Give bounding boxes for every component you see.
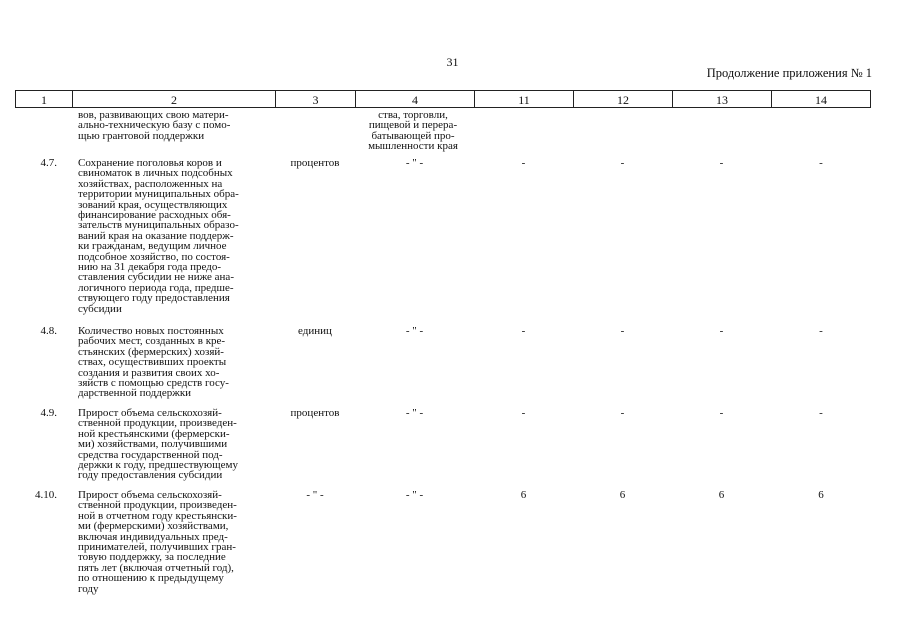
row-value-13: - bbox=[719, 407, 724, 419]
row-value-13: - bbox=[719, 157, 724, 169]
row-description: Сохранение поголовья коров и свиноматок в личных подсобных хозяйствах, расположенных на территории муниципальных обра- зований края, осуществляющих финансирование расходных обя- зательств муниципальных образо- ваний края на оказание поддерж- ки гражданам, ведущим личное подсобное хозяйство, по состоя- нию на 31 декабря года предо- ставления субсидии не ниже ана- логичного периода года, предше- ствующего году предоставления субсидии bbox=[78, 157, 239, 315]
row-number: 4.9. bbox=[40, 407, 57, 419]
row-value-11: - bbox=[521, 325, 526, 337]
row-number: 4.7. bbox=[40, 157, 57, 169]
row-value-12: - bbox=[620, 325, 625, 337]
row-unit: - " - bbox=[306, 489, 324, 501]
header-col-11: 11 bbox=[474, 90, 573, 108]
row-unit: процентов bbox=[290, 157, 340, 169]
carryover-source: ства, торговли, пищевой и перера- батывающей про- мышленности края bbox=[368, 109, 458, 153]
header-col-14: 14 bbox=[771, 90, 871, 108]
row-value-14: 6 bbox=[818, 489, 824, 501]
row-source: - " - bbox=[405, 407, 424, 419]
header-col-4: 4 bbox=[355, 90, 474, 108]
row-description: Прирост объема сельскохозяй- ственной продукции, произведен- ной в отчетном году крестьянски- ми (фермерскими) хозяйствами, включая индивидуальных пред- принимателей, получивших гран- товую поддержку, за последние пять лет (включая отчетный год), по отношению к предыдущему году bbox=[78, 489, 237, 595]
row-value-13: 6 bbox=[718, 489, 725, 501]
row-unit: процентов bbox=[290, 407, 340, 419]
row-source: - " - bbox=[405, 157, 424, 169]
row-number: 4.8. bbox=[40, 325, 57, 337]
header-col-3: 3 bbox=[275, 90, 355, 108]
row-value-11: - bbox=[521, 407, 526, 419]
row-description: Количество новых постоянных рабочих мест, созданных в кре- стьянских (фермерских) хозяй- ствах, осуществивших проекты создания и развития своих хо- зяйств с помощью средств госу- дарственной поддержки bbox=[78, 325, 229, 400]
row-value-12: - bbox=[620, 407, 625, 419]
header-col-1: 1 bbox=[15, 90, 72, 108]
header-col-13: 13 bbox=[672, 90, 771, 108]
header-col-12: 12 bbox=[573, 90, 672, 108]
row-description: Прирост объема сельскохозяй- ственной продукции, произведен- ной крестьянскими (фермерски- ми) хозяйствами, получившими средства государственной под- держки к году, предшествующему году предоставления субсидии bbox=[78, 407, 238, 482]
row-value-11: - bbox=[521, 157, 526, 169]
row-value-13: - bbox=[719, 325, 724, 337]
carryover-description: вов, развивающих свою матери- ально-техническую базу с помо- щью грантовой поддержки bbox=[78, 109, 231, 142]
row-source: - " - bbox=[405, 489, 424, 501]
row-number: 4.10. bbox=[35, 489, 57, 501]
header-col-2: 2 bbox=[72, 90, 275, 108]
row-unit: единиц bbox=[298, 325, 332, 337]
continuation-note: Продолжение приложения № 1 bbox=[706, 66, 872, 80]
row-value-14: - bbox=[819, 325, 823, 337]
row-value-12: 6 bbox=[619, 489, 626, 501]
row-value-12: - bbox=[620, 157, 625, 169]
row-value-14: - bbox=[819, 157, 823, 169]
row-value-14: - bbox=[819, 407, 823, 419]
page-number: 31 bbox=[446, 55, 459, 69]
row-value-11: 6 bbox=[520, 489, 527, 501]
row-source: - " - bbox=[405, 325, 424, 337]
